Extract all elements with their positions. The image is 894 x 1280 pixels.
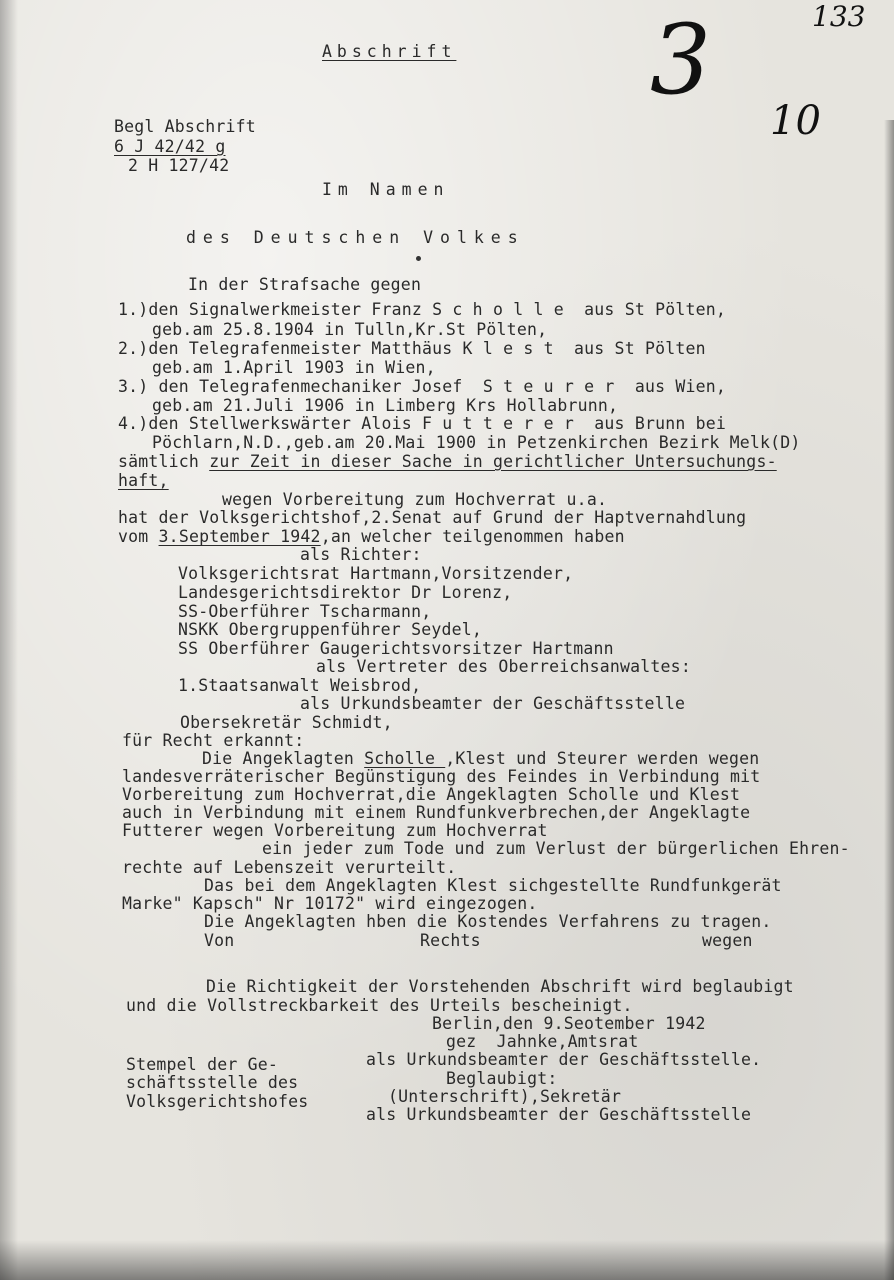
- scan-shadow-left: [0, 0, 18, 1280]
- text-line: 2.)den Telegrafenmeister Matthäus K l e s t aus St Pölten: [118, 339, 706, 358]
- text-line: SS-Oberführer Tscharmann,: [178, 602, 432, 621]
- text-line: 4.)den Stellwerkswärter Alois F u t t e r e r aus Brunn bei: [118, 414, 727, 433]
- text-line: geb.am 1.April 1903 in Wien,: [152, 358, 436, 377]
- text-line: rechte auf Lebenszeit verurteilt.: [122, 858, 457, 877]
- text-line: als Urkundsbeamter der Geschäftsstelle: [366, 1105, 752, 1124]
- text-line: Von: [204, 931, 235, 950]
- text-line: wegen Vorbereitung zum Hochverrat u.a.: [222, 490, 608, 509]
- text-line: Pöchlarn,N.D.,geb.am 20.Mai 1900 in Petzenkirchen Bezirk Melk(D): [152, 433, 801, 452]
- text-line: als Richter:: [300, 545, 422, 564]
- text-line: 1.Staatsanwalt Weisbrod,: [178, 676, 422, 695]
- stamp-placeholder-line-1: Stempel der Ge-: [126, 1055, 279, 1074]
- text-segment: ,Klest und Steurer werden wegen: [445, 749, 760, 768]
- stamp-placeholder-line-3: Volksgerichtshofes: [126, 1092, 309, 1111]
- text-line: Rechts: [420, 931, 481, 950]
- text-line: Die Richtigkeit der Vorstehenden Abschrift wird beglaubigt: [206, 977, 794, 996]
- text-line: Obersekretär Schmidt,: [180, 713, 393, 732]
- text-line: geb.am 25.8.1904 in Tulln,Kr.St Pölten,: [152, 320, 548, 339]
- text-line: Beglaubigt:: [446, 1069, 558, 1088]
- text-line: und die Vollstreckbarkeit des Urteils bescheinigt.: [126, 996, 633, 1015]
- text-line: Berlin,den 9.Seotember 1942: [432, 1014, 706, 1033]
- text-line: als Urkundsbeamter der Geschäftsstelle: [300, 694, 686, 713]
- text-line: Das bei dem Angeklagten Klest sichgestellte Rundfunkgerät: [204, 876, 782, 895]
- text-line: [118, 527, 625, 547]
- text-line: Volksgerichtsrat Hartmann,Vorsitzender,: [178, 564, 574, 583]
- heading-des-deutschen-volkes: des Deutschen Volkes: [186, 228, 525, 247]
- ink-dot: [416, 256, 421, 261]
- text-line: auch in Verbindung mit einem Rundfunkverbrechen,der Angeklagte: [122, 803, 751, 822]
- text-line: Landesgerichtsdirektor Dr Lorenz,: [178, 583, 513, 602]
- document-title: Abschrift: [322, 42, 457, 61]
- text-line: wegen: [702, 931, 753, 950]
- text-line: landesverräterischer Begünstigung des Feindes in Verbindung mit: [122, 767, 761, 786]
- text-line: NSKK Obergruppenführer Seydel,: [178, 620, 483, 639]
- text-line: gez Jahnke,Amtsrat: [446, 1032, 639, 1051]
- text-line: geb.am 21.Juli 1906 in Limberg Krs Hollabrunn,: [152, 396, 619, 415]
- reference-case-number-1: 6 J 42/42 g: [114, 137, 226, 156]
- text-segment: Die Angeklagten: [202, 749, 365, 768]
- reference-case-number-2: 2 H 127/42: [128, 156, 230, 175]
- text-line: Marke" Kapsch" Nr 10172" wird eingezogen.: [122, 894, 538, 913]
- reference-certified-copy: Begl Abschrift: [114, 117, 256, 136]
- text-segment: vom: [118, 527, 159, 546]
- heading-im-namen: Im Namen: [322, 180, 450, 199]
- text-segment: sämtlich: [118, 452, 210, 471]
- text-line: als Vertreter des Oberreichsanwaltes:: [316, 657, 691, 676]
- text-line: ein jeder zum Tode und zum Verlust der bürgerlichen Ehren-: [262, 839, 850, 858]
- page-number-annotation: 133: [812, 0, 866, 33]
- text-segment: ,an welcher teilgenommen haben: [320, 527, 625, 546]
- text-line: SS Oberführer Gaugerichtsvorsitzer Hartmann: [178, 639, 614, 658]
- text-line: Futterer wegen Vorbereitung zum Hochverrat: [122, 821, 548, 840]
- small-handwritten-mark: 10: [770, 98, 821, 144]
- underlined-text: Scholle: [364, 749, 446, 768]
- text-line: Vorbereitung zum Hochverrat,die Angeklagten Scholle und Klest: [122, 785, 741, 804]
- underlined-text: 3.September 1942: [158, 527, 321, 546]
- text-line: [202, 749, 759, 769]
- text-line: 3.) den Telegrafenmechaniker Josef S t e u r e r aus Wien,: [118, 377, 727, 396]
- large-handwritten-mark: 3: [650, 4, 712, 116]
- text-line: In der Strafsache gegen: [188, 275, 422, 294]
- text-line: [118, 452, 777, 472]
- text-line: als Urkundsbeamter der Geschäftsstelle.: [366, 1050, 762, 1069]
- scan-shadow-bottom: [0, 1240, 894, 1280]
- stamp-placeholder-line-2: schäftsstelle des: [126, 1073, 299, 1092]
- text-line: 1.)den Signalwerkmeister Franz S c h o l l e aus St Pölten,: [118, 300, 727, 319]
- text-line: Die Angeklagten hben die Kostendes Verfahrens zu tragen.: [204, 912, 772, 931]
- text-line: hat der Volksgerichtshof,2.Senat auf Grund der Haptvernahdlung: [118, 508, 747, 527]
- underlined-text: haft,: [118, 471, 169, 490]
- text-line: für Recht erkannt:: [122, 731, 305, 750]
- text-line: (Unterschrift),Sekretär: [388, 1087, 622, 1106]
- underlined-text: zur Zeit in dieser Sache in gerichtlicher Untersuchungs-: [209, 452, 777, 471]
- scan-shadow-right: [884, 120, 894, 1280]
